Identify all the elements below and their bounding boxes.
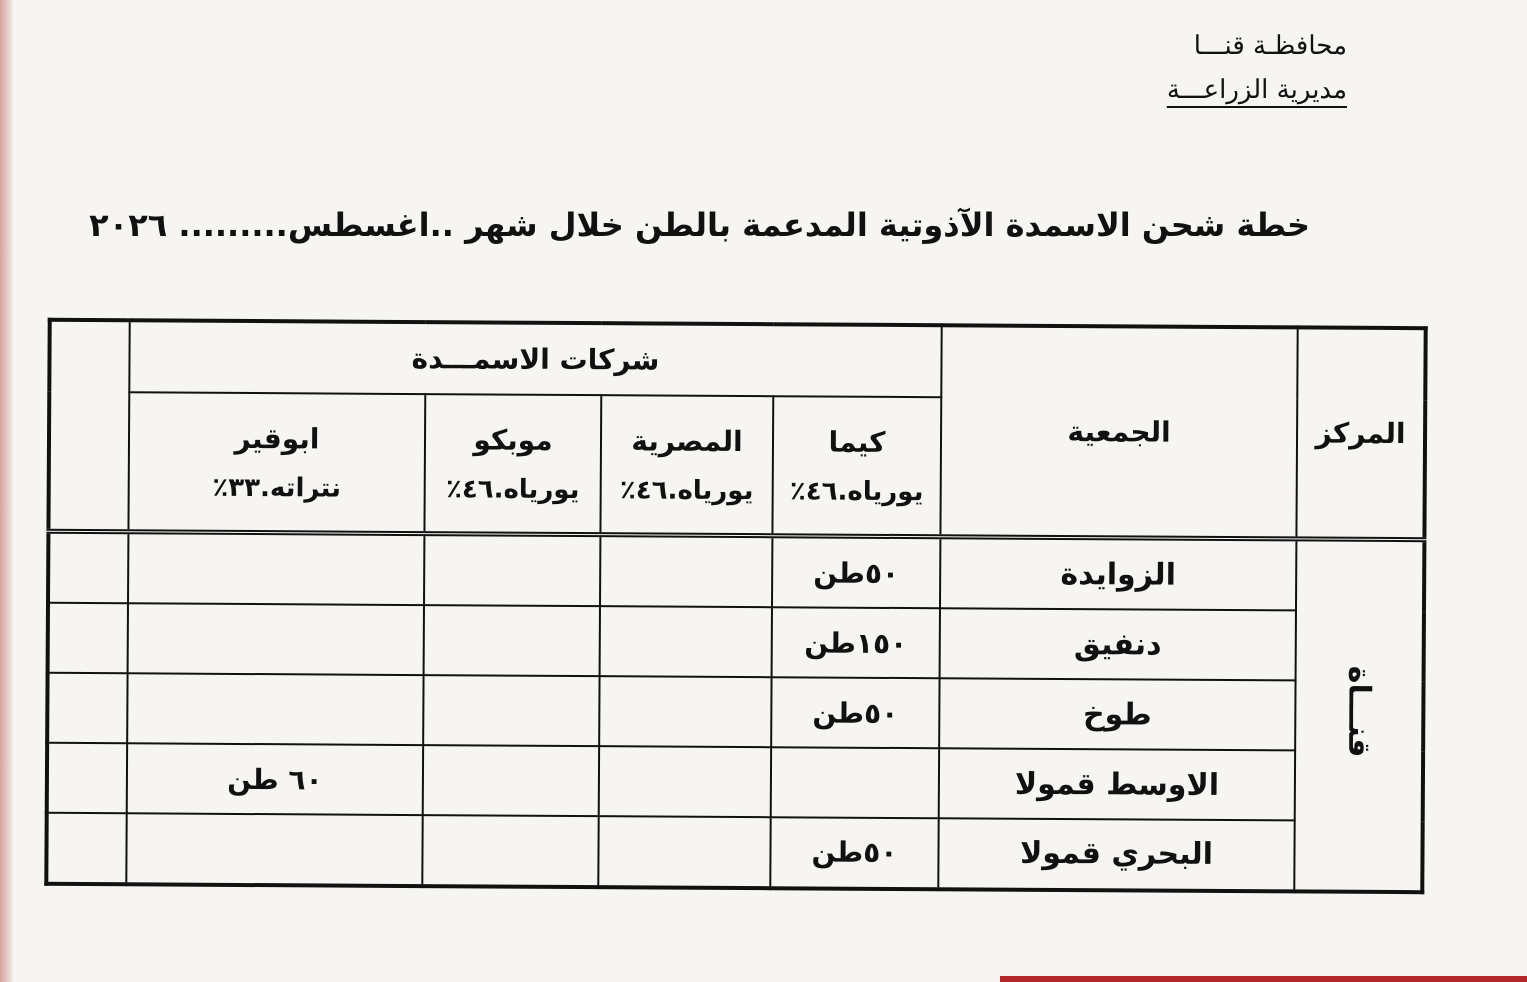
blank-header-cell [48, 320, 129, 532]
table-row [48, 532, 1424, 612]
company-header-misr [600, 395, 773, 536]
mopco-qty-cell [422, 815, 598, 887]
kima-qty-cell: ٥٠طن [772, 536, 940, 608]
company-name: كيما [828, 425, 886, 459]
blank-cell [46, 813, 126, 885]
abuqir-qty-cell: ٦٠ طن [127, 743, 423, 815]
fertilizer-plan-table [44, 318, 1427, 894]
fertilizer-type: يورياه.٤٦٪ [789, 475, 924, 507]
company-name: المصرية [631, 423, 743, 458]
fertilizer-type: نتراته.٣٣٪ [212, 472, 342, 504]
company-header-abuqir [128, 392, 425, 534]
abuqir-qty-cell [127, 673, 423, 745]
blank-cell [47, 743, 127, 813]
association-cell: البحري قمولا [938, 818, 1294, 891]
company-header-kima [772, 396, 941, 537]
table-row [47, 673, 1423, 751]
association-cell: دنفيق [940, 608, 1296, 680]
fertilizer-type: يورياه.٤٦٪ [445, 473, 580, 505]
center-name: قنـــاة [1341, 666, 1377, 758]
company-name: موبكو [473, 423, 553, 457]
table-row [47, 743, 1423, 821]
abuqir-qty-cell [128, 604, 424, 676]
directorate-line: مديرية الزراعـــة [1166, 75, 1347, 105]
misr-qty-cell [599, 676, 771, 747]
kima-qty-cell: ٥٠طن [771, 677, 939, 748]
mopco-qty-cell [423, 675, 599, 746]
table-row [46, 813, 1422, 892]
document-title: خطة شحن الاسمدة الآذوتية المدعمة بالطن خلال شهر ..اغسطس......... ٢٠٢٦ [89, 206, 1310, 244]
association-cell: الاوسط قمولا [939, 748, 1295, 820]
paper-edge [0, 0, 14, 982]
company-header-mopco [424, 394, 601, 535]
bottom-color-strip [1000, 976, 1527, 982]
misr-qty-cell [600, 606, 772, 677]
association-cell: طوخ [939, 678, 1295, 750]
table-header-row-1 [49, 320, 1425, 400]
kima-qty-cell: ٥٠طن [770, 817, 938, 889]
blank-cell [48, 603, 128, 673]
kima-qty-cell [771, 747, 939, 818]
table-row [48, 603, 1424, 681]
association-column-header: الجمعية [940, 325, 1297, 539]
mopco-qty-cell [424, 534, 600, 607]
fertilizer-type: يورياه.٤٦٪ [619, 474, 754, 506]
companies-group-header: شركات الاسمـــدة [129, 320, 941, 397]
mopco-qty-cell [423, 745, 599, 816]
center-column-header: المركز [1296, 327, 1425, 540]
kima-qty-cell: ١٥٠طن [772, 607, 940, 678]
misr-qty-cell [600, 535, 772, 608]
misr-qty-cell [598, 816, 770, 888]
document-header [1167, 24, 1347, 112]
mopco-qty-cell [424, 605, 600, 676]
abuqir-qty-cell [128, 532, 424, 605]
company-name: ابوقير [234, 421, 320, 456]
misr-qty-cell [599, 746, 771, 817]
association-cell: الزوايدة [940, 537, 1296, 611]
blank-cell [47, 673, 127, 743]
center-name-cell [1294, 539, 1424, 892]
abuqir-qty-cell [126, 813, 422, 886]
blank-cell [48, 532, 128, 604]
governorate-line: محافظـة قنـــا [1193, 31, 1347, 61]
